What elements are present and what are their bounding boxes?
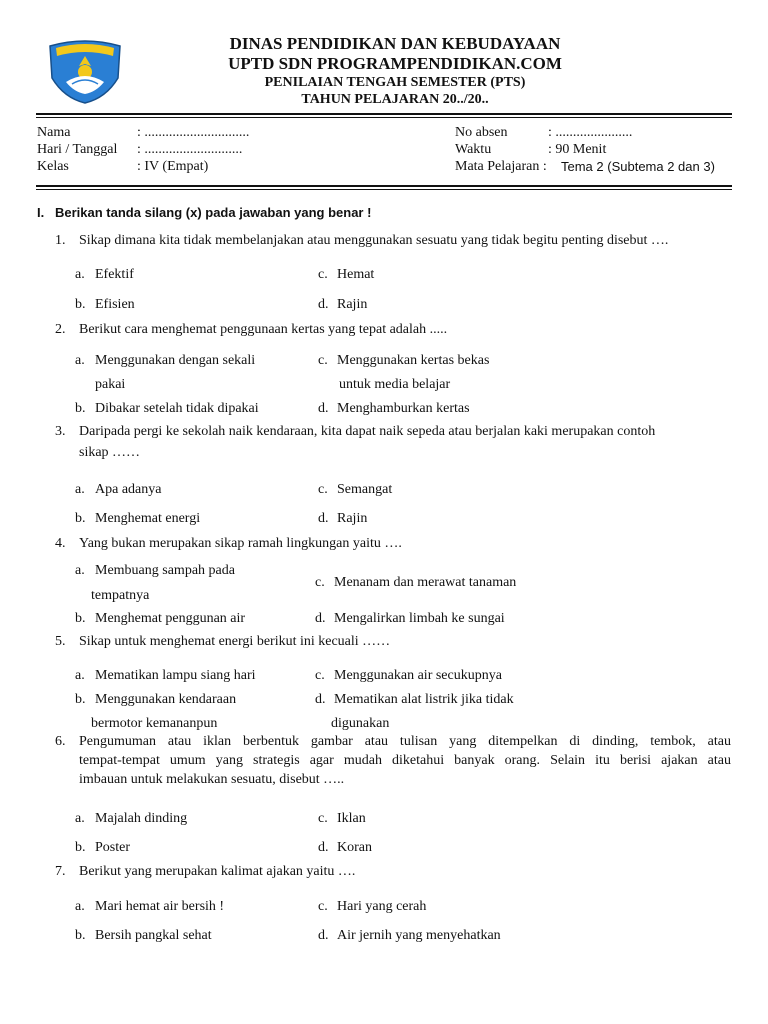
- option-key: c.: [315, 575, 325, 590]
- question-text: sikap ……: [79, 445, 141, 460]
- option-key: c.: [318, 811, 328, 826]
- option-key: a.: [75, 353, 85, 368]
- option-text[interactable]: Koran: [337, 840, 372, 855]
- option-key: c.: [318, 267, 328, 282]
- question-text: tempat-tempat umum yang strategis agar mudah diketahui banyak orang. Selain itu berisi ajakan atau: [79, 753, 731, 768]
- option-text[interactable]: Air jernih yang menyehatkan: [337, 928, 501, 943]
- option-key: d.: [318, 297, 329, 312]
- question-number: 5.: [55, 634, 66, 649]
- option-text[interactable]: Mengalirkan limbah ke sungai: [334, 611, 505, 626]
- option-text[interactable]: Efisien: [95, 297, 135, 312]
- option-text[interactable]: Efektif: [95, 267, 134, 282]
- info-divider: [36, 185, 732, 187]
- header-line-4: TAHUN PELAJARAN 20../20..: [301, 92, 489, 107]
- tut-wuri-handayani-logo: [46, 38, 124, 104]
- question-text: Berikut yang merupakan kalimat ajakan yaitu ….: [79, 864, 356, 879]
- question-number: 4.: [55, 536, 66, 551]
- option-key: b.: [75, 611, 86, 626]
- header-divider-thin: [36, 117, 732, 118]
- header-divider: [36, 113, 732, 115]
- question-text: Yang bukan merupakan sikap ramah lingkungan yaitu ….: [79, 536, 402, 551]
- option-text[interactable]: Menggunakan kendaraan: [95, 692, 237, 707]
- option-key: a.: [75, 811, 85, 826]
- kelas-label: Kelas: [37, 159, 69, 174]
- question-text: Sikap dimana kita tidak membelanjakan atau menggunakan sesuatu yang tidak begitu penting disebut ….: [79, 233, 669, 248]
- option-key: b.: [75, 840, 86, 855]
- option-key: b.: [75, 401, 86, 416]
- nama-label: Nama: [37, 125, 71, 140]
- option-text[interactable]: Poster: [95, 840, 130, 855]
- option-key: c.: [318, 353, 328, 368]
- option-key: b.: [75, 692, 86, 707]
- option-text[interactable]: Mari hemat air bersih !: [95, 899, 225, 914]
- option-text[interactable]: Bersih pangkal sehat: [95, 928, 212, 943]
- option-key: c.: [318, 899, 328, 914]
- kelas-value: : IV (Empat): [137, 159, 209, 174]
- section-title: Berikan tanda silang (x) pada jawaban yang benar !: [55, 205, 372, 220]
- hari-tanggal-label: Hari / Tanggal: [37, 142, 118, 157]
- option-text[interactable]: Mematikan lampu siang hari: [95, 668, 256, 683]
- mata-pelajaran-value: Tema 2 (Subtema 2 dan 3): [561, 159, 715, 174]
- no-absen-field[interactable]: : ......................: [548, 125, 633, 140]
- option-text[interactable]: Mematikan alat listrik jika tidak: [334, 692, 514, 707]
- option-key: b.: [75, 928, 86, 943]
- option-text[interactable]: Apa adanya: [95, 482, 162, 497]
- option-text[interactable]: Menghemat penggunan air: [95, 611, 246, 626]
- option-text[interactable]: Iklan: [337, 811, 366, 826]
- option-key: d.: [318, 401, 329, 416]
- option-text[interactable]: Majalah dinding: [95, 811, 188, 826]
- option-text-cont: pakai: [95, 377, 126, 392]
- option-key: d.: [318, 928, 329, 943]
- question-number: 2.: [55, 322, 66, 337]
- option-text[interactable]: Membuang sampah pada: [95, 563, 235, 578]
- option-text-cont: tempatnya: [91, 588, 150, 603]
- option-text-cont: untuk media belajar: [339, 377, 451, 392]
- option-text[interactable]: Menghemat energi: [95, 511, 201, 526]
- option-key: d.: [318, 840, 329, 855]
- header-line-3: PENILAIAN TENGAH SEMESTER (PTS): [264, 75, 526, 90]
- header-line-2: UPTD SDN PROGRAMPENDIDIKAN.COM: [228, 54, 562, 73]
- question-number: 7.: [55, 864, 66, 879]
- option-key: b.: [75, 297, 86, 312]
- question-text: imbauan untuk melakukan sesuatu, disebut …..: [79, 772, 345, 787]
- option-text[interactable]: Menanam dan merawat tanaman: [334, 575, 517, 590]
- question-number: 3.: [55, 424, 66, 439]
- option-key: c.: [315, 668, 325, 683]
- no-absen-label: No absen: [455, 125, 508, 140]
- info-divider-thin: [36, 189, 732, 190]
- option-key: d.: [315, 611, 326, 626]
- option-key: b.: [75, 511, 86, 526]
- question-text: Berikut cara menghemat penggunaan kertas yang tepat adalah .....: [79, 322, 448, 337]
- question-text: Daripada pergi ke sekolah naik kendaraan, kita dapat naik sepeda atau berjalan kaki merupakan contoh: [79, 424, 656, 439]
- option-text-cont: digunakan: [331, 716, 390, 731]
- option-text[interactable]: Menggunakan kertas bekas: [337, 353, 490, 368]
- header-line-1: DINAS PENDIDIKAN DAN KEBUDAYAAN: [229, 34, 561, 53]
- option-key: d.: [318, 511, 329, 526]
- question-text: Pengumuman atau iklan berbentuk gambar atau tulisan yang ditempelkan di dinding, tembok, atau: [79, 734, 731, 749]
- option-key: a.: [75, 668, 85, 683]
- option-key: a.: [75, 563, 85, 578]
- option-text[interactable]: Menggunakan air secukupnya: [334, 668, 502, 683]
- question-number: 6.: [55, 734, 66, 749]
- mata-pelajaran-label: Mata Pelajaran :: [455, 159, 547, 174]
- option-text[interactable]: Hemat: [337, 267, 375, 282]
- option-key: a.: [75, 267, 85, 282]
- option-text[interactable]: Menghamburkan kertas: [337, 401, 470, 416]
- option-text-cont: bermotor kemananpun: [91, 716, 218, 731]
- option-text[interactable]: Menggunakan dengan sekali: [95, 353, 256, 368]
- section-number: I.: [37, 205, 45, 220]
- question-text: Sikap untuk menghemat energi berikut ini kecuali ……: [79, 634, 391, 649]
- option-key: a.: [75, 899, 85, 914]
- option-key: a.: [75, 482, 85, 497]
- option-text[interactable]: Hari yang cerah: [337, 899, 427, 914]
- option-text[interactable]: Dibakar setelah tidak dipakai: [95, 401, 259, 416]
- option-text[interactable]: Semangat: [337, 482, 393, 497]
- nama-field[interactable]: : ..............................: [137, 125, 250, 140]
- question-number: 1.: [55, 233, 66, 248]
- option-text[interactable]: Rajin: [337, 297, 368, 312]
- hari-tanggal-field[interactable]: : ............................: [137, 142, 243, 157]
- waktu-value: : 90 Menit: [548, 142, 607, 157]
- waktu-label: Waktu: [455, 142, 492, 157]
- option-key: d.: [315, 692, 326, 707]
- option-text[interactable]: Rajin: [337, 511, 368, 526]
- option-key: c.: [318, 482, 328, 497]
